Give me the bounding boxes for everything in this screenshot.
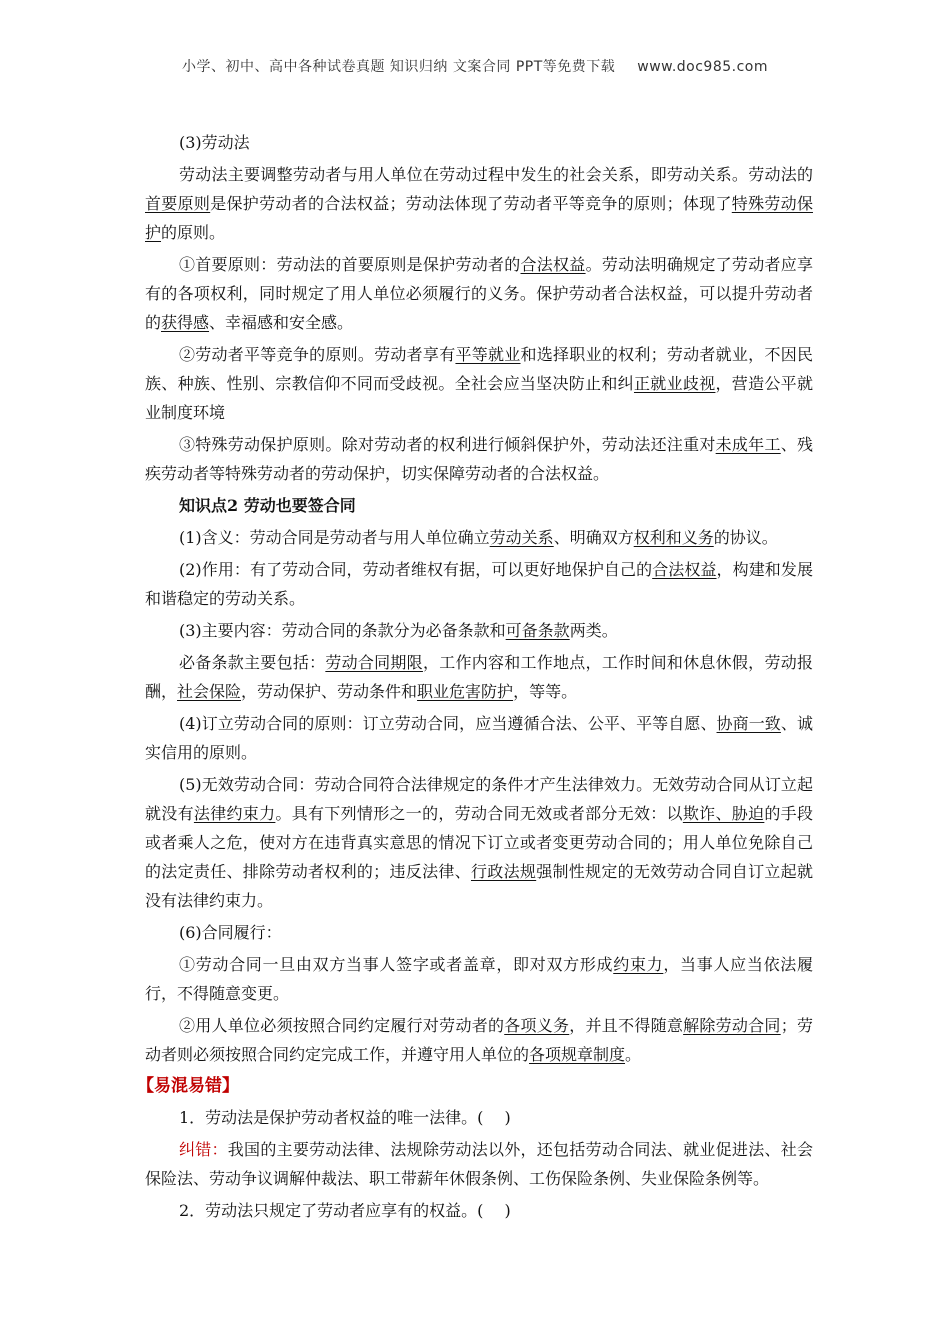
item-signing-principles: (4)订立劳动合同的原则：订立劳动合同，应当遵循合法、公平、平等自愿、协商一致、诚实信用的原则。: [145, 714, 813, 762]
blank-answer: 各项义务: [504, 1016, 570, 1035]
blank-answer: 首要原则: [145, 194, 211, 213]
blank-answer: 职业危害防护: [417, 682, 514, 701]
item-function: (2)作用：有了劳动合同，劳动者维权有据，可以更好地保护自己的合法权益，构建和发展和谐稳定的劳动关系。: [145, 560, 813, 608]
blank-answer: 法律约束力: [193, 804, 276, 823]
header-text: 小学、初中、高中各种试卷真题 知识归纳 文案合同 PPT等免费下载: [181, 59, 616, 75]
blank-answer: 劳动关系: [489, 528, 554, 547]
mistake-question-2: 2．劳动法只规定了劳动者应享有的权益。( ): [179, 1201, 511, 1220]
page-header: [0, 56, 950, 76]
blank-answer: 平等就业: [455, 345, 521, 364]
blank-answer: 行政法规: [470, 862, 537, 881]
blank-answer: 欺诈、胁迫: [682, 804, 765, 823]
blank-answer: 权利和义务: [633, 528, 714, 547]
blank-answer: 合法权益: [652, 560, 717, 579]
blank-answer: 特殊劳动保护: [145, 194, 813, 242]
paragraph-special-protection: ③特殊劳动保护原则。除对劳动者的权利进行倾斜保护外，劳动法还注重对未成年工、残疾劳动者等特殊劳动者的劳动保护，切实保障劳动者的合法权益。: [145, 435, 813, 483]
blank-answer: 获得感: [161, 313, 210, 332]
blank-answer: 社会保险: [177, 682, 242, 701]
item-main-content: (3)主要内容：劳动合同的条款分为必备条款和可备条款两类。: [179, 621, 618, 640]
blank-answer: 劳动合同期限: [325, 653, 423, 672]
blank-answer: 正就业歧视: [633, 374, 716, 393]
section-title-labor-law: (3)劳动法: [179, 133, 250, 152]
blank-answer: 合法权益: [520, 255, 586, 274]
blank-answer: 协商一致: [716, 714, 781, 733]
blank-answer: 约束力: [613, 955, 664, 974]
blank-answer: 未成年工: [715, 435, 781, 454]
blank-answer: 解除劳动合同: [683, 1016, 781, 1035]
common-mistakes-heading: 【易混易错】: [137, 1076, 239, 1096]
item-performance-2: ②用人单位必须按照合同约定履行对劳动者的各项义务，并且不得随意解除劳动合同；劳动者则必须按照合同约定完成工作，并遵守用人单位的各项规章制度。: [145, 1016, 813, 1064]
blank-answer: 可备条款: [505, 621, 570, 640]
paragraph-equal-competition: ②劳动者平等竞争的原则。劳动者享有平等就业和选择职业的权利；劳动者就业，不因民族、种族、性别、宗教信仰不同而受歧视。全社会应当坚决防止和纠正就业歧视，营造公平就业制度环境: [145, 345, 813, 422]
document-body: [137, 128, 813, 1228]
item-performance-1: ①劳动合同一旦由双方当事人签字或者盖章，即对双方形成约束力，当事人应当依法履行，不得随意变更。: [145, 955, 813, 1003]
correction-label: 纠错：: [179, 1140, 228, 1159]
item-meaning: (1)含义：劳动合同是劳动者与用人单位确立劳动关系、明确双方权利和义务的协议。: [179, 528, 778, 547]
item-contract-performance: (6)合同履行：: [179, 923, 282, 942]
item-required-clauses: 必备条款主要包括：劳动合同期限，工作内容和工作地点，工作时间和休息休假，劳动报酬，社会保险，劳动保护、劳动条件和职业危害防护，等等。: [145, 653, 813, 701]
header-url[interactable]: www.doc985.com: [637, 59, 769, 75]
mistake-question-1: 1．劳动法是保护劳动者权益的唯一法律。( ): [179, 1108, 511, 1127]
item-invalid-contract: (5)无效劳动合同：劳动合同符合法律规定的条件才产生法律效力。无效劳动合同从订立起就没有法律约束力。具有下列情形之一的，劳动合同无效或者部分无效：以欺诈、胁迫的手段或者乘人之危，使对方在违背真实意思的情况下订立或者变更劳动合同的；用人单位免除自己的法定责任、排除劳动者权利的；违反法律、行政法规强制性规定的无效劳动合同自订立起就没有法律约束力。: [145, 775, 813, 910]
paragraph-labor-law-intro: 劳动法主要调整劳动者与用人单位在劳动过程中发生的社会关系，即劳动关系。劳动法的首要原则是保护劳动者的合法权益；劳动法体现了劳动者平等竞争的原则；体现了特殊劳动保护的原则。: [145, 165, 813, 242]
mistake-correction-1: 纠错：我国的主要劳动法律、法规除劳动法以外，还包括劳动合同法、就业促进法、社会保险法、劳动争议调解仲裁法、职工带薪年休假条例、工伤保险条例、失业保险条例等。: [145, 1140, 813, 1188]
knowledge-point-2-title: 知识点2 劳动也要签合同: [179, 496, 356, 515]
blank-answer: 各项规章制度: [529, 1045, 626, 1064]
paragraph-primary-principle: ①首要原则：劳动法的首要原则是保护劳动者的合法权益。劳动法明确规定了劳动者应享有的各项权利，同时规定了用人单位必须履行的义务。保护劳动者合法权益，可以提升劳动者的获得感、幸福感和安全感。: [145, 255, 813, 332]
